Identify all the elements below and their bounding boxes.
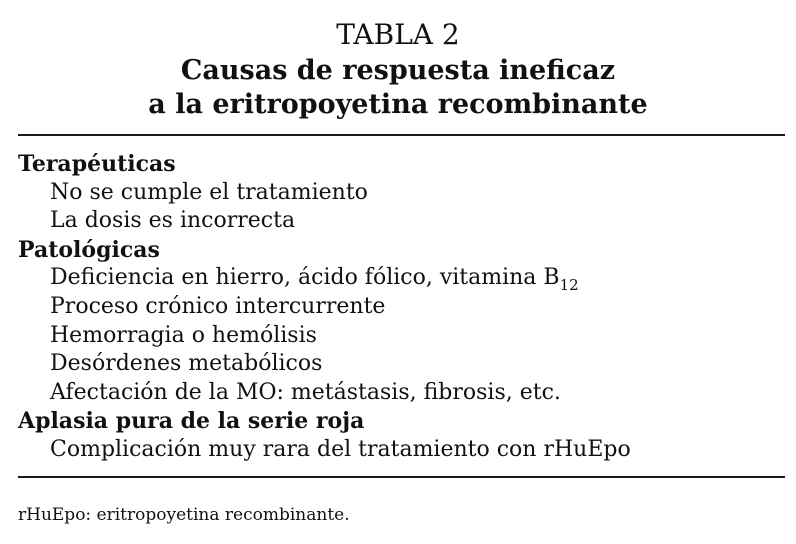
subscript-12: 12 (559, 276, 579, 295)
list-item: Proceso crónico intercurrente (50, 293, 386, 319)
list-item: No se cumple el tratamiento (50, 179, 368, 205)
list-item: La dosis es incorrecta (50, 208, 296, 234)
table-body (18, 150, 788, 465)
list-item: Desórdenes metabólicos (50, 351, 323, 377)
table-title-line-2: a la eritropoyetina recombinante (148, 89, 648, 120)
bottom-rule (18, 476, 785, 478)
table-number: TABLA 2 (336, 18, 460, 51)
footnote: rHuEpo: eritropoyetina recombinante. (18, 505, 350, 525)
table-title-line-1: Causas de respuesta ineficaz (180, 55, 616, 86)
list-item: Hemorragia o hemólisis (50, 322, 317, 348)
list-item-text: Deficiencia en hierro, ácido fólico, vitamina B (50, 265, 560, 291)
section-heading-terapeuticas: Terapéuticas (18, 151, 176, 177)
section-heading-aplasia: Aplasia pura de la serie roja (18, 408, 365, 435)
section-heading-patologicas: Patológicas (18, 236, 160, 263)
list-item-deficiencia (18, 264, 788, 293)
list-item: Afectación de la MO: metástasis, fibrosis, etc. (50, 379, 561, 405)
list-item: Complicación muy rara del tratamiento con rHuEpo (50, 436, 631, 462)
top-rule (18, 134, 785, 136)
